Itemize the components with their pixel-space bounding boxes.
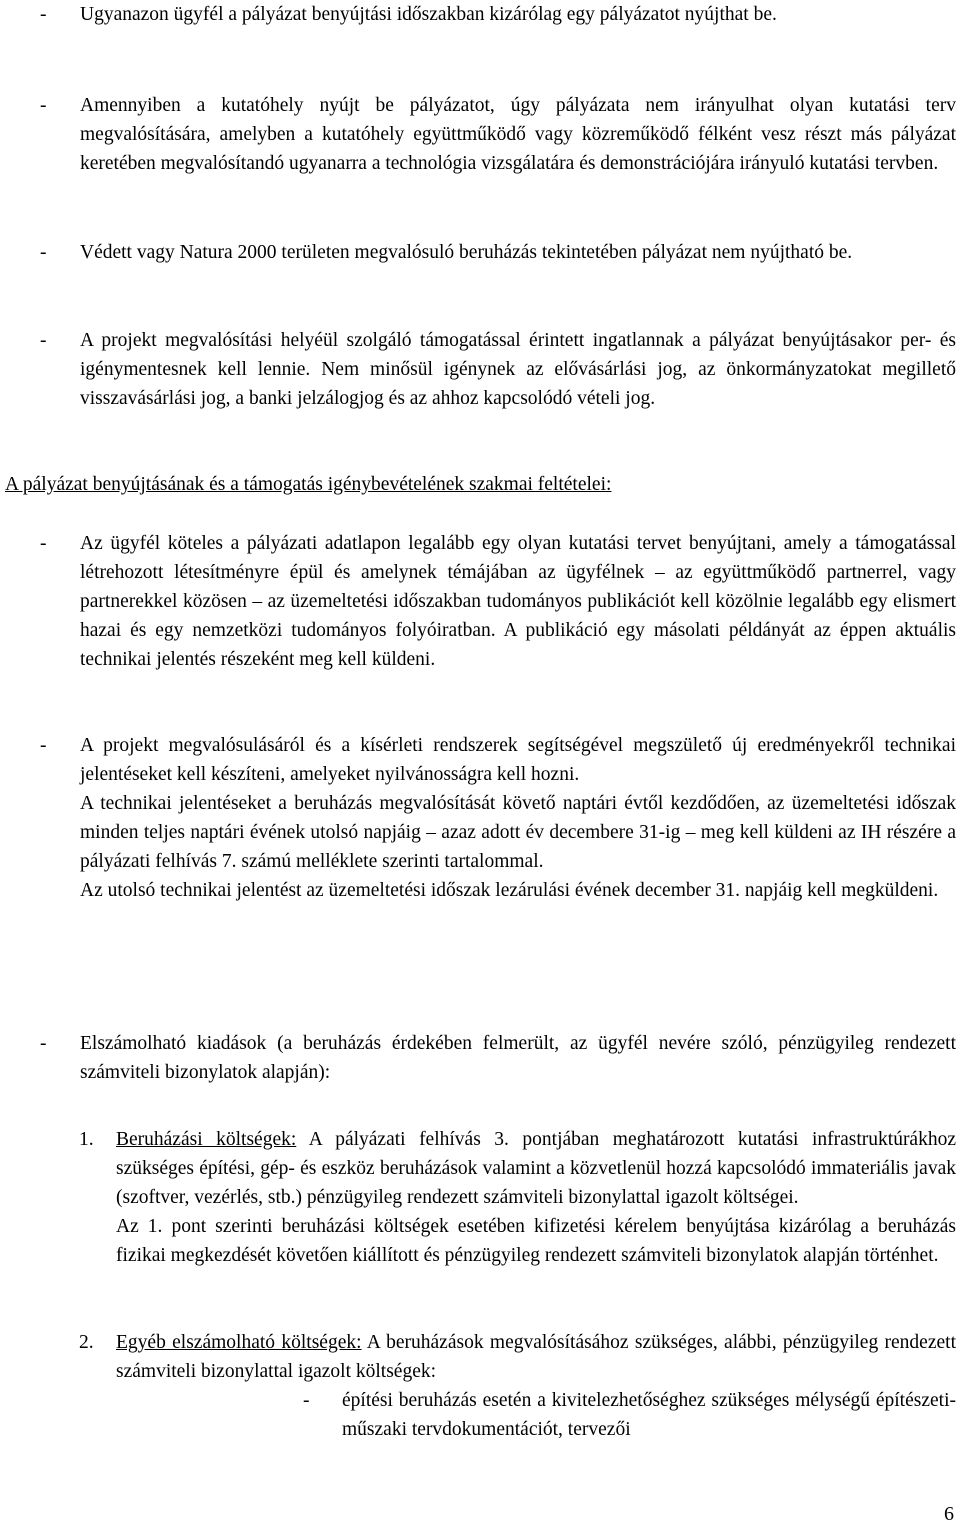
list-dash: - [40,735,47,756]
list-item-text: Védett vagy Natura 2000 területen megvalósuló beruházás tekintetében pályázat nem nyújtható be. [80,242,853,263]
list-item-text: A projekt megvalósítási helyéül szolgáló támogatással érintett ingatlannak a pályázat benyújtásakor per- és igénymentesnek kell lennie. Nem minősül igénynek az elővásárlási jog, az önkormányzatokat megillető visszavásárlási jog, a banki jelzálogjog és az ahhoz kapcsolódó vételi jog. [80,330,956,409]
item-label: Egyéb elszámolható költségek: [116,1332,362,1353]
list-item-text: Ugyanazon ügyfél a pályázat benyújtási időszakban kizárólag egy pályázatot nyújthat be. [80,4,777,25]
list-dash: - [40,4,47,25]
list-item-text: Elszámolható kiadások (a beruházás érdekében felmerült, az ügyfél nevére szóló, pénzügyileg rendezett számviteli bizonylatok alapján): [80,1033,956,1083]
paragraph: Az utolsó technikai jelentést az üzemeltetési időszak lezárulási évének december 31. napjáig kell megküldeni. [80,880,939,901]
item-text: A beruházások megvalósításához szükséges, alábbi, pénzügyileg rendezett számviteli bizonylattal igazolt költségek: [116,1332,956,1382]
item-label: Beruházási költségek: [116,1129,297,1150]
numbered-item-body [116,1328,956,1386]
item-number: 2. [79,1332,94,1353]
paragraph: Az 1. pont szerinti beruházási költségek esetében kifizetési kérelem benyújtása kizárólag a beruházás fizikai megkezdését követően kiállított és pénzügyileg rendezett számviteli bizonylatok alapján történhet. [116,1216,956,1266]
list-dash: - [40,1033,47,1054]
item-text: A pályázati felhívás 3. pontjában meghatározott kutatási infrastruktúrákhoz szükséges építési, gép- és eszköz beruházások valamint a közvetlenül hozzá kapcsolódó immateriális javak (szoftver, vezérlés, stb.) pénzügyileg rendezett számviteli bizonylattal igazolt költségei. [116,1129,956,1208]
numbered-item-body [116,1125,956,1270]
list-item-body [80,731,956,905]
list-dash: - [40,95,47,116]
list-item-text: Amennyiben a kutatóhely nyújt be pályázatot, úgy pályázata nem irányulhat olyan kutatási terv megvalósítására, amelyben a kutatóhely együttműködő vagy közreműködő félként vesz részt más pályázat keretében megvalósítandó ugyanarra a technológia vizsgálatára és demonstrációjára irányuló kutatási tervben. [80,95,956,174]
list-item-text: Az ügyfél köteles a pályázati adatlapon legalább egy olyan kutatási tervet benyújtani, amely a támogatással létrehozott létesítményre épül és amelynek témájában az ügyfélnek – az együttműködő partnerrel, vagy partnerekkel közösen – az üzemeltetési időszakban tudományos publikációt kell közölnie legalább egy elismert hazai és egy nemzetközi tudományos folyóiratban. A publikáció egy másolati példányát az éppen aktuális technikai jelentés részeként meg kell küldeni. [80,533,956,670]
sub-list-item-text: építési beruházás esetén a kivitelezhetőséghez szükséges mélységű építészeti-műszaki tervdokumentációt, tervezői [342,1390,956,1440]
list-dash: - [40,242,47,263]
item-number: 1. [79,1129,94,1150]
paragraph: A projekt megvalósulásáról és a kísérleti rendszerek segítségével megszülető új eredményekről technikai jelentéseket kell készíteni, amelyeket nyilvánosságra kell hozni. [80,735,956,785]
paragraph [116,1125,956,1212]
list-dash: - [40,533,47,554]
paragraph [116,1328,956,1386]
paragraph: A technikai jelentéseket a beruházás megvalósítását követő naptári évtől kezdődően, az üzemeltetési időszak minden teljes naptári évének utolsó napjáig – azaz adott év decembere 31-ig – meg kell küldeni az IH részére a pályázati felhívás 7. számú melléklete szerinti tartalommal. [80,793,956,872]
list-dash: - [40,330,47,351]
list-dash: - [303,1390,310,1411]
page-number: 6 [944,1503,954,1525]
section-heading: A pályázat benyújtásának és a támogatás igénybevételének szakmai feltételei: [5,474,612,495]
